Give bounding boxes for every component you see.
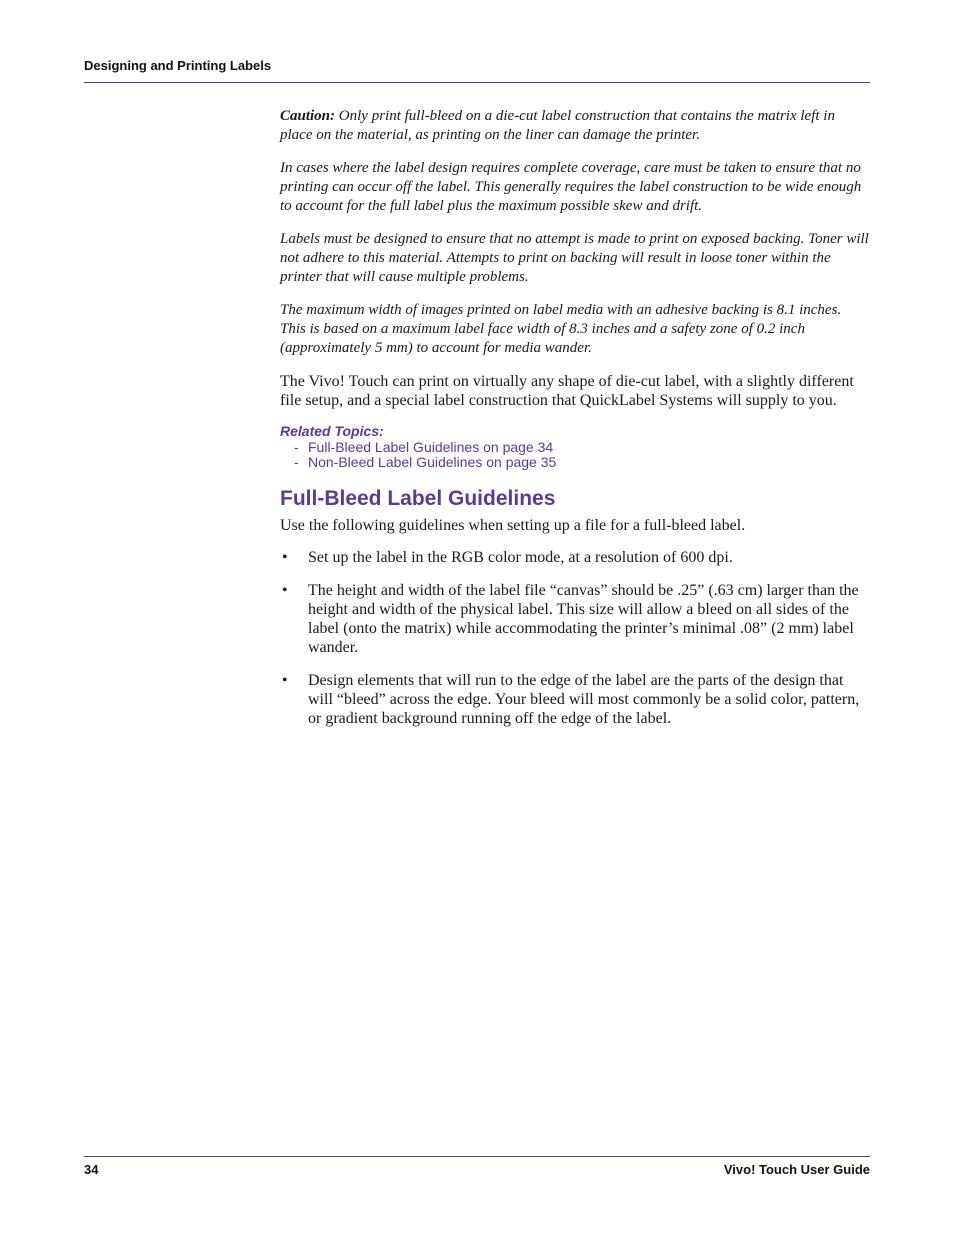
running-header: Designing and Printing Labels <box>84 58 272 73</box>
guideline-text: Set up the label in the RGB color mode, at a resolution of 600 dpi. <box>308 549 733 566</box>
related-topics-title: Related Topics: <box>280 423 384 439</box>
page-content <box>280 107 870 742</box>
caution-label: Caution: <box>280 108 336 124</box>
header-rule <box>84 82 870 83</box>
bullet-icon: • <box>282 672 288 689</box>
intro-paragraph: The Vivo! Touch can print on virtually any shape of die-cut label, with a slightly different file setup, and a special label construction that QuickLabel Systems will supply to you. <box>280 373 854 409</box>
related-topics-list <box>280 440 870 470</box>
related-topic-dash: - <box>294 439 299 455</box>
guide-title: Vivo! Touch User Guide <box>723 1162 870 1177</box>
caution-paragraph-backing: Labels must be designed to ensure that no attempt is made to print on exposed backing. Toner will not adhere to this material. Attempts to print on backing will result in loose toner within the printer that will cause multiple problems. <box>280 231 869 285</box>
caution-text: Only print full-bleed on a die-cut label construction that contains the matrix left in place on the material, as printing on the liner can damage the printer. <box>280 108 835 143</box>
footer-rule <box>84 1156 870 1157</box>
caution-paragraph <box>280 107 870 145</box>
guidelines-list <box>280 548 870 728</box>
bullet-icon: • <box>282 582 288 599</box>
related-topic-dash: - <box>294 454 299 470</box>
guideline-text: Design elements that will run to the edge of the label are the parts of the design that will “bleed” across the edge. Your bleed will most commonly be a solid color, pattern, or gradient background running off the edge of the label. <box>308 672 860 727</box>
guideline-item <box>280 581 870 657</box>
guideline-item <box>280 671 870 728</box>
related-topic-item <box>294 455 870 470</box>
section-intro: Use the following guidelines when setting up a file for a full-bleed label. <box>280 517 746 534</box>
related-topic-link-full-bleed[interactable]: Full-Bleed Label Guidelines on page 34 <box>308 439 554 455</box>
related-topic-item <box>294 440 870 455</box>
section-title: Full-Bleed Label Guidelines <box>280 487 556 510</box>
page-number: 34 <box>84 1162 99 1177</box>
caution-paragraph-coverage: In cases where the label design requires complete coverage, care must be taken to ensure that no printing can occur off the label. This generally requires the label construction to be wide enough to account for the full label plus the maximum possible skew and drift. <box>280 160 862 214</box>
guideline-item <box>280 548 870 567</box>
caution-paragraph-max-width: The maximum width of images printed on label media with an adhesive backing is 8.1 inches. This is based on a maximum label face width of 8.3 inches and a safety zone of 0.2 inch (approximately 5 mm) to account for media wander. <box>280 302 842 356</box>
related-topic-link-non-bleed[interactable]: Non-Bleed Label Guidelines on page 35 <box>308 454 557 470</box>
guideline-text: The height and width of the label file “canvas” should be .25” (.63 cm) larger than the height and width of the physical label. This size will allow a bleed on all sides of the label (onto the matrix) while accommodating the printer’s minimal .08” (2 mm) label wander. <box>308 582 859 656</box>
bullet-icon: • <box>282 549 288 566</box>
